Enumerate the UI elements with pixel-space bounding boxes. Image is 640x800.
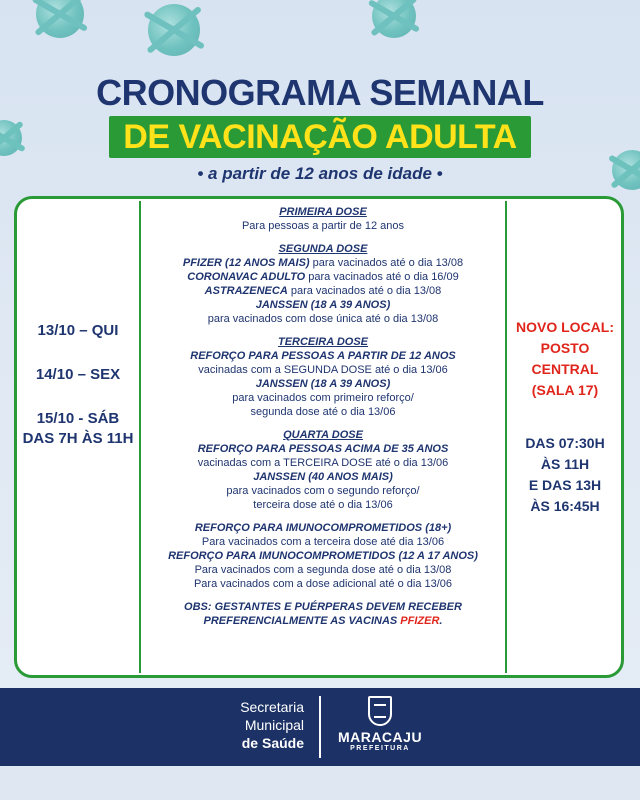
dose-text: Para vacinados com a dose adicional até o dia 13/06 [193, 578, 453, 590]
footer-strip [0, 766, 640, 800]
footer-divider [319, 696, 321, 758]
dose-text: Para vacinados com a segunda dose até o dia 13/08 [194, 564, 452, 576]
dose-subtitle: JANSSEN (18 A 39 ANOS) [255, 299, 391, 311]
dose-text: Para pessoas a partir de 12 anos [241, 220, 405, 232]
page-title-highlight: DE VACINAÇÃO ADULTA [109, 116, 530, 158]
obs-note: OBS: GESTANTES E PUÉRPERAS DEVEM RECEBER [184, 601, 462, 613]
virus-decoration [36, 0, 84, 38]
obs-note: PREFERENCIALMENTE AS VACINAS PFIZER. [203, 615, 443, 627]
dose-text: para vacinados com o segundo reforço/ [226, 485, 420, 497]
dose-subtitle: REFORÇO PARA PESSOAS ACIMA DE 35 ANOS [197, 443, 449, 455]
location-line: (SALA 17) [531, 382, 599, 398]
secretaria-label [240, 698, 304, 752]
dose-line: ASTRAZENECA para vacinados até o dia 13/08 [204, 285, 442, 297]
date-item: 15/10 - SÁB [36, 410, 120, 427]
subtitle: • a partir de 12 anos de idade • [197, 164, 443, 183]
date-item: 13/10 – QUI [37, 322, 119, 339]
hours-line: E DAS 13H [528, 477, 602, 493]
date-hours: DAS 7H ÀS 11H [22, 430, 134, 447]
section-title: QUARTA DOSE [283, 429, 363, 441]
column-divider [139, 201, 141, 673]
dose-subtitle: REFORÇO PARA IMUNOCOMPROMETIDOS (12 A 17 ANOS) [168, 550, 478, 562]
title-banner [0, 116, 640, 158]
dose-subtitle: REFORÇO PARA IMUNOCOMPROMETIDOS (18+) [194, 522, 452, 534]
location-line: NOVO LOCAL: [516, 319, 614, 335]
dose-text: para vacinados com primeiro reforço/ [232, 392, 414, 404]
footer [0, 688, 640, 766]
dates-column [17, 321, 139, 449]
dose-subtitle: JANSSEN (18 A 39 ANOS) [255, 378, 391, 390]
secretaria-line: Municipal [244, 717, 304, 733]
location-line: POSTO [540, 340, 590, 356]
date-item: 14/10 – SEX [35, 366, 121, 383]
dose-text: para vacinados com dose única até o dia 13/08 [207, 313, 439, 325]
prefeitura-logo [330, 696, 430, 752]
dose-line: PFIZER (12 ANOS MAIS) para vacinados até o dia 13/08 [182, 257, 464, 269]
secretaria-line: Secretaria [240, 699, 304, 715]
hours-line: ÀS 11H [540, 456, 590, 472]
dose-text: Para vacinados com a terceira dose até dia 13/06 [201, 536, 445, 548]
secretaria-line: de Saúde [241, 735, 304, 751]
virus-decoration [148, 4, 200, 56]
section-title: PRIMEIRA DOSE [279, 206, 367, 218]
schedule-card [14, 196, 624, 678]
section-title: TERCEIRA DOSE [277, 336, 369, 348]
dose-subtitle: REFORÇO PARA PESSOAS A PARTIR DE 12 ANOS [190, 350, 456, 362]
doses-column [143, 205, 503, 628]
dose-text: segunda dose até o dia 13/06 [250, 406, 396, 418]
dose-subtitle: JANSSEN (40 ANOS MAIS) [253, 471, 393, 483]
page-title: CRONOGRAMA SEMANAL [96, 72, 544, 113]
city-name: MARACAJU [337, 729, 423, 745]
hours-line: DAS 07:30H [525, 435, 605, 451]
crest-icon [368, 696, 392, 726]
dose-text: vacinadas com a SEGUNDA DOSE até o dia 13/06 [198, 364, 448, 376]
section-title: SEGUNDA DOSE [278, 243, 368, 255]
prefeitura-label: PREFEITURA [350, 745, 410, 752]
hours-line: ÀS 16:45H [530, 498, 600, 514]
location-line: CENTRAL [531, 361, 599, 377]
dose-line: CORONAVAC ADULTO para vacinados até o dia 16/09 [187, 271, 459, 283]
location-column [507, 317, 623, 517]
dose-text: terceira dose até o dia 13/06 [253, 499, 393, 511]
dose-text: vacinadas com a TERCEIRA DOSE até o dia 13/06 [197, 457, 449, 469]
virus-decoration [372, 0, 416, 38]
